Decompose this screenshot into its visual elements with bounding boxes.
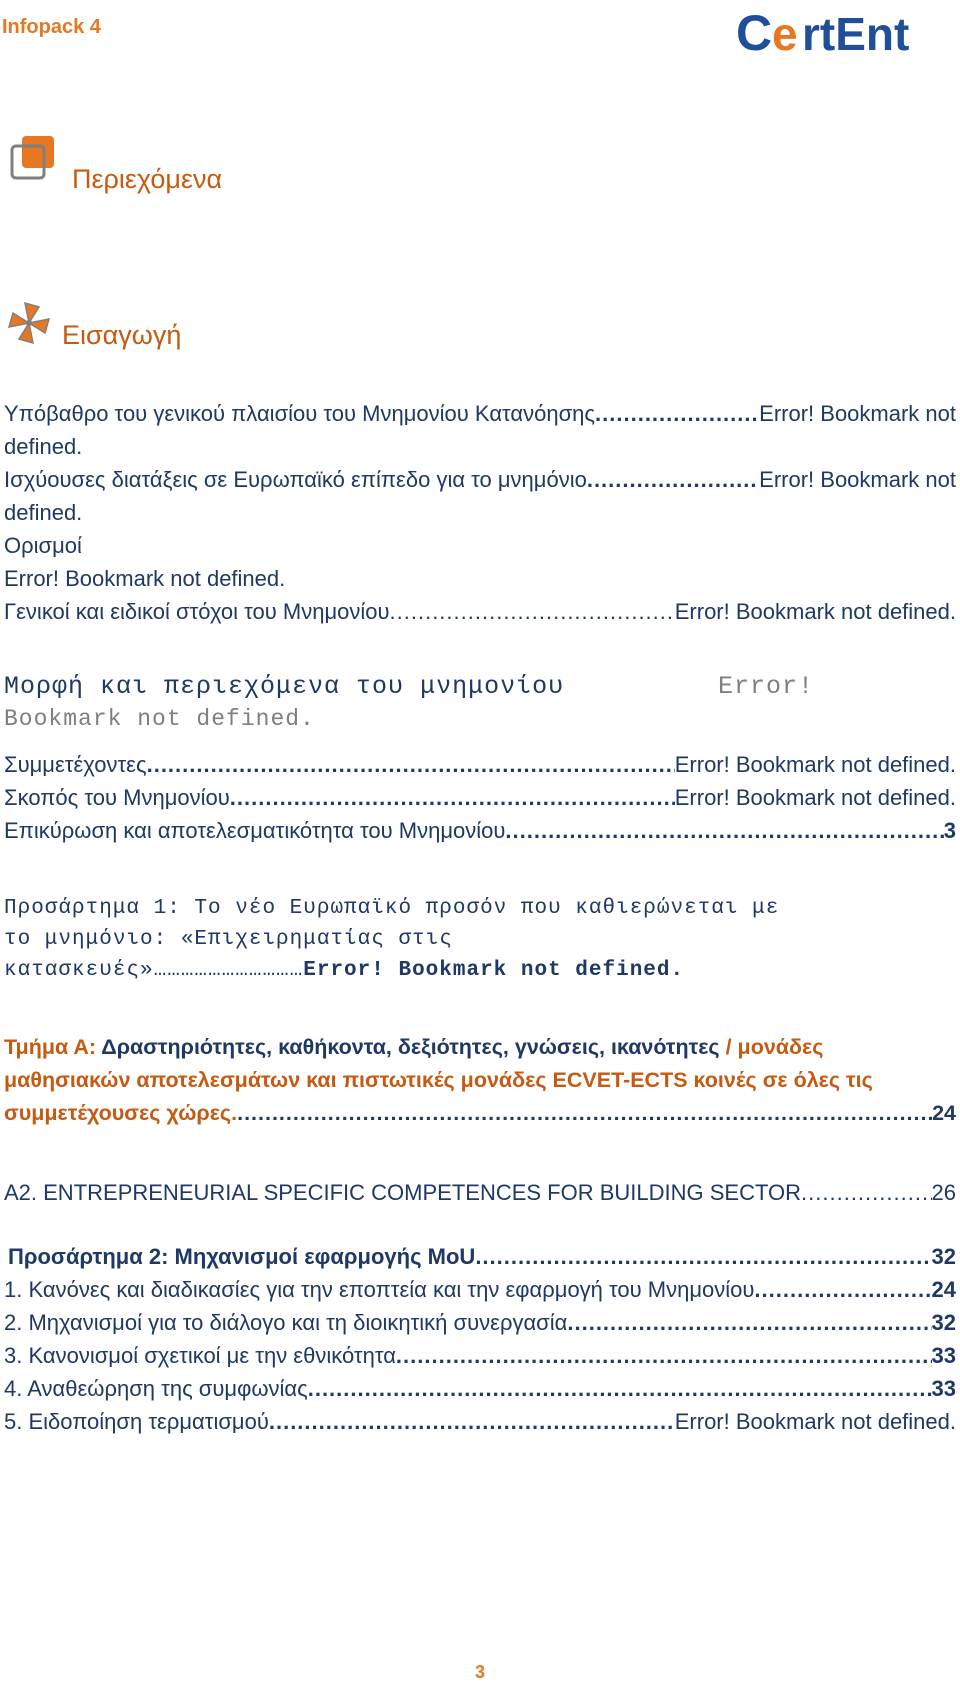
toc-entry-page: Error! [718, 672, 815, 701]
toc-entry-title: 5. Ειδοποίηση τερματισμού [4, 1409, 269, 1434]
toc-entry-page: Error! Bookmark not defined. [303, 959, 685, 982]
toc-entry-page: Error! Bookmark not defined. [674, 785, 956, 810]
toc-entry-nationality[interactable] [4, 1339, 956, 1372]
toc-entry-rules-procedures[interactable] [4, 1273, 956, 1306]
toc-entry-wrap: Bookmark not defined. [4, 706, 315, 732]
toc-entry-title: 4. Αναθεώρηση της συμφωνίας [4, 1376, 308, 1401]
toc-entry-title: Γενικοί και ειδικοί στόχοι του Μνημονίου [4, 599, 390, 624]
toc-entry-title: Συμμετέχοντες [4, 752, 147, 777]
toc-entry-page: 26 [931, 1180, 956, 1205]
toc-entry-title: Ισχύουσες διατάξεις σε Ευρωπαϊκό επίπεδο για το μνημόνιο [4, 467, 587, 492]
toc-entry-eu-provisions[interactable] [4, 463, 956, 496]
toc-entry-page: Error! Bookmark not defined. [674, 1409, 956, 1434]
toc-entry-section-a-line2: μαθησιακών αποτελεσμάτων και πιστωτικές μονάδες ECVET-ECTS κοινές σε όλες τις [4, 1068, 873, 1092]
toc-entry-background[interactable] [4, 397, 956, 430]
toc-entry-appendix-2[interactable] [8, 1240, 956, 1273]
toc-entry-title: Σκοπός του Μνημονίου [4, 785, 230, 810]
toc-entry-wrap: defined. [4, 434, 83, 459]
toc-entry-title: Επικύρωση και αποτελεσματικότητα του Μνημονίου [4, 818, 506, 843]
toc-entry-title: Προσάρτημα 2: Μηχανισμοί εφαρμογής MoU [8, 1244, 476, 1269]
contents-heading: Περιεχόμενα [72, 164, 223, 194]
toc-entry-objectives[interactable] [4, 595, 956, 628]
toc-entry-participants[interactable] [4, 748, 956, 781]
pinwheel-icon [4, 298, 54, 348]
toc-entry-page: Error! Bookmark not defined. [674, 752, 956, 777]
toc-entry-title: 3. Κανονισμοί σχετικοί με την εθνικότητα [4, 1343, 396, 1368]
toc-entry-termination[interactable] [4, 1405, 956, 1438]
toc-entry-section-a-line3: συμμετέχουσες χώρες. ..... 24 [4, 1097, 956, 1130]
toc-entry-page: 24 [932, 1101, 956, 1125]
toc-entry-page: 32 [931, 1244, 956, 1269]
toc-entry-page: Error! Bookmark not defined. [674, 599, 956, 624]
toc-entry-page: Error! Bookmark not [759, 401, 956, 426]
certent-logo [736, 6, 948, 58]
toc-entry-a2-competences[interactable] [4, 1176, 956, 1209]
page-number: 3 [474, 1662, 485, 1682]
svg-text:e: e [772, 8, 798, 58]
toc-entry-page: 24 [931, 1277, 956, 1302]
toc-entry-title: Υπόβαθρο του γενικού πλαισίου του Μνημονίου Κατανόησης [4, 401, 596, 426]
toc-entry-wrap: defined. [4, 500, 83, 525]
toc-entry-title: 2. Μηχανισμοί για το διάλογο και τη διοικητική συνεργασία [4, 1310, 568, 1335]
toc-entry-page: 32 [931, 1310, 956, 1335]
toc-entry-title: Μορφή και περιεχόμενα του μνημονίου [4, 672, 565, 701]
toc-entry-appendix-1-line3: κατασκευές»……………………………Error! Bookmark not defined. [4, 959, 685, 982]
toc-entry-dialogue[interactable] [4, 1306, 956, 1339]
svg-text:C: C [736, 6, 772, 58]
toc-entry-page: 33 [931, 1343, 956, 1368]
toc-entry-definitions[interactable]: Ορισμοί [4, 533, 82, 558]
toc-entry-revision[interactable] [4, 1372, 956, 1405]
toc-entry-title: 1. Κανόνες και διαδικασίες για την εποπτεία και την εφαρμογή του Μνημονίου [4, 1277, 755, 1302]
section-a-prefix: Τμήμα Α: [4, 1035, 102, 1059]
toc-entry-ratification[interactable] [4, 814, 956, 847]
toc-entry-appendix-1-line2: το μνημόνιο: «Επιχειρηματίας στις [4, 928, 453, 951]
infopack-label: Infopack 4 [2, 16, 101, 38]
intro-heading: Εισαγωγή [62, 320, 182, 350]
toc-entry-page: Error! Bookmark not [759, 467, 956, 492]
svg-text:rtEnt: rtEnt [802, 8, 910, 58]
toc-entry-page: 3 [943, 818, 956, 843]
toc-entry-appendix-1[interactable]: Προσάρτημα 1: Το νέο Ευρωπαϊκό προσόν που καθιερώνεται με [4, 897, 780, 920]
toc-entry-title: A2. ENTREPRENEURIAL SPECIFIC COMPETENCES FOR BUILDING SECTOR [4, 1180, 802, 1205]
toc-entry-page: 33 [931, 1376, 956, 1401]
toc-entry-page: Error! Bookmark not defined. [4, 566, 286, 591]
toc-entry-purpose[interactable] [4, 781, 956, 814]
toc-entry-section-a[interactable]: Τμήμα Α: Δραστηριότητες, καθήκοντα, δεξιότητες, γνώσεις, ικανότητες / μονάδες [4, 1035, 824, 1059]
contents-icon [8, 134, 58, 184]
